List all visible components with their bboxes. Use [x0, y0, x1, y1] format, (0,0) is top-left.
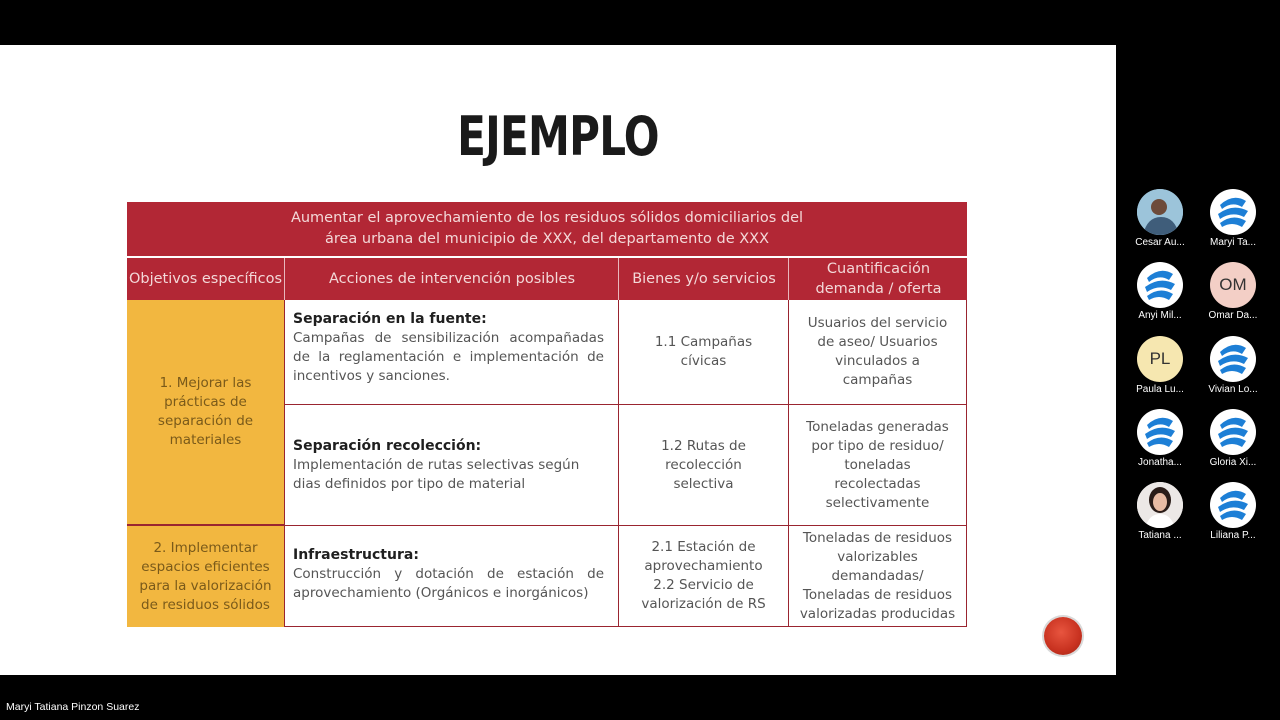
org-logo-icon	[1137, 262, 1183, 308]
participant-name: Anyi Mil...	[1138, 310, 1182, 321]
action-text-3: Construcción y dotación de estación de aprovechamiento (Orgánicos e inorgánicos)	[293, 566, 604, 601]
quant-cell-1: Usuarios del servicio de aseo/ Usuarios vinculados a campañas	[789, 300, 967, 405]
objective-2-cell: 2. Implementar espacios eficientes para la valorización de residuos sólidos	[127, 526, 284, 627]
quant-header-line-2: demanda / oferta	[815, 281, 942, 297]
objective-divider	[127, 524, 284, 526]
org-logo-icon	[1210, 189, 1256, 235]
slide-title: EJEMPLO	[457, 105, 659, 168]
participant-name: Gloria Xi...	[1209, 457, 1257, 468]
participant-name: Jonatha...	[1138, 457, 1182, 468]
participant-tile-7[interactable]	[1125, 409, 1195, 468]
goal-line-1: Aumentar el aprovechamiento de los residuos sólidos domiciliarios del	[290, 210, 804, 226]
participant-name: Paula Lu...	[1136, 384, 1184, 395]
goods-3-line-4: valorización de RS	[641, 596, 766, 612]
participant-tile-10[interactable]	[1198, 482, 1268, 541]
participant-name: Liliana P...	[1210, 530, 1256, 541]
avatar-initials: OM	[1210, 262, 1256, 308]
participant-name: Maryi Ta...	[1210, 237, 1256, 248]
participant-name: Omar Da...	[1208, 310, 1258, 321]
org-logo-icon	[1210, 482, 1256, 528]
goal-line-2: área urbana del municipio de XXX, del departamento de XXX	[324, 231, 770, 247]
goods-cell-2: 1.2 Rutas de recolección selectiva	[619, 405, 789, 526]
col-header-quantification	[788, 258, 968, 300]
org-logo-icon	[1210, 336, 1256, 382]
col-header-objectives: Objetivos específicos	[128, 271, 283, 287]
presenter-name: Maryi Tatiana Pinzon Suarez	[6, 701, 140, 713]
goods-cell-1: 1.1 Campañas cívicas	[619, 300, 789, 405]
action-text-1: Campañas de sensibilización acompañadas de la reglamentación e implementación de incentivos y sanciones.	[293, 330, 604, 384]
objective-1-cell: 1. Mejorar las prácticas de separación de materiales	[127, 300, 284, 524]
participant-tile-3[interactable]	[1125, 262, 1195, 321]
action-cell-2	[284, 405, 619, 526]
action-cell-3	[284, 526, 619, 627]
participant-name: Cesar Au...	[1135, 237, 1185, 248]
action-cell-1	[284, 300, 619, 405]
participant-tile-4[interactable]	[1198, 262, 1268, 321]
goods-3-line-1: 2.1 Estación de	[651, 539, 756, 555]
example-table	[127, 202, 967, 627]
participant-tile-1[interactable]	[1125, 189, 1195, 248]
action-title-3: Infraestructura:	[293, 547, 419, 563]
avatar-photo	[1137, 482, 1183, 528]
participant-tile-9[interactable]	[1125, 482, 1195, 541]
record-button[interactable]	[1044, 617, 1082, 655]
column-header-row	[127, 258, 967, 300]
avatar-photo	[1137, 189, 1183, 235]
col-header-actions: Acciones de intervención posibles	[284, 258, 619, 300]
participant-tile-2[interactable]	[1198, 189, 1268, 248]
participant-tile-8[interactable]	[1198, 409, 1268, 468]
participant-tile-6[interactable]	[1198, 336, 1268, 395]
table-body	[127, 300, 967, 627]
goods-cell-3	[619, 526, 789, 627]
action-text-2: Implementación de rutas selectivas según dias definidos por tipo de material	[293, 457, 580, 492]
org-logo-icon	[1137, 409, 1183, 455]
participant-name: Tatiana ...	[1138, 530, 1182, 541]
goods-3-line-2: aprovechamiento	[644, 558, 763, 574]
presentation-slide	[0, 45, 1116, 675]
action-title-2: Separación recolección:	[293, 438, 482, 454]
quant-header-line-1: Cuantificación	[826, 261, 931, 277]
participant-name: Vivian Lo...	[1208, 384, 1258, 395]
goods-3-line-3: 2.2 Servicio de	[653, 577, 754, 593]
col-header-goods: Bienes y/o servicios	[618, 258, 789, 300]
table-goal-header	[127, 202, 967, 256]
participant-tile-5[interactable]	[1125, 336, 1195, 395]
avatar-initials: PL	[1137, 336, 1183, 382]
org-logo-icon	[1210, 409, 1256, 455]
quant-cell-3: Toneladas de residuos valorizables demandadas/ Toneladas de residuos valorizadas producidas	[789, 526, 967, 627]
quant-cell-2: Toneladas generadas por tipo de residuo/ toneladas recolectadas selectivamente	[789, 405, 967, 526]
action-title-1: Separación en la fuente:	[293, 311, 487, 327]
